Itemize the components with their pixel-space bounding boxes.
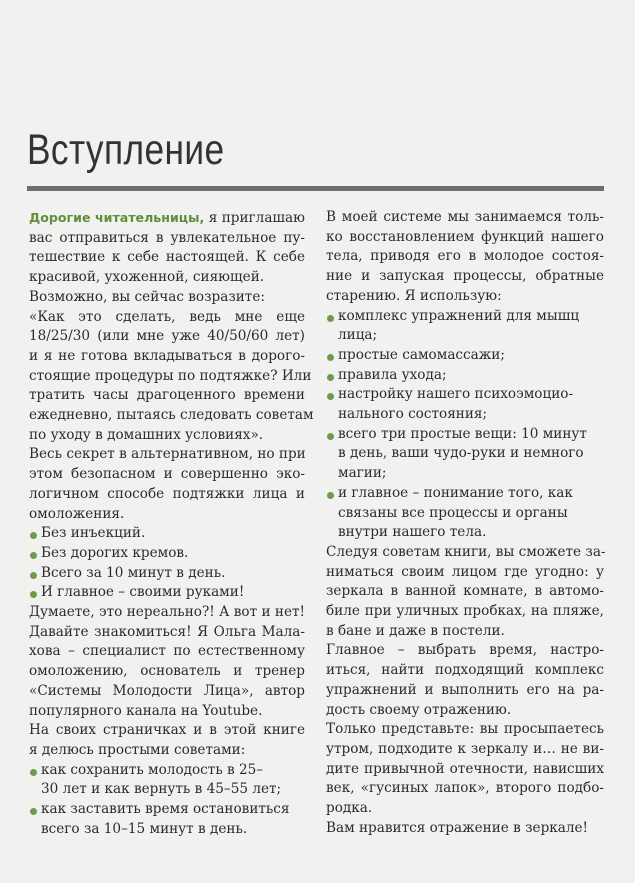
text-line: тешествие к себе настоящей. К себе	[29, 249, 305, 266]
paragraph	[326, 543, 604, 642]
bullet-line	[29, 800, 305, 820]
line-text: Без инъекций.	[41, 525, 146, 542]
bullet-line	[326, 366, 604, 386]
text-line: Главное – выбрать время, настро-	[326, 642, 604, 659]
text-line: в бане и даже в постели.	[326, 622, 505, 639]
text-line: Возможно, вы сейчас возразите:	[29, 288, 265, 305]
text-line: зеркала в ванной комнате, в автомо-	[326, 583, 604, 600]
bullet-line	[29, 583, 305, 603]
bullet-line	[326, 326, 604, 346]
bullet-dot-icon	[30, 591, 37, 598]
text-line: «Системы Молодости Лица», автор	[29, 682, 305, 699]
text-line: ниматься своим лицом где угодно: у	[326, 563, 604, 580]
text-line: Думаете, это нереально?! А вот и нет!	[29, 604, 305, 621]
paragraph	[29, 721, 305, 760]
line-text: нального состояния;	[338, 406, 488, 423]
text-line: популярного канала на Youtube.	[29, 702, 263, 719]
text-line: 18/25/30 (или мне уже 40/50/60 лет)	[29, 328, 305, 345]
bullet-item	[29, 761, 305, 800]
line-text: и главное – понимание того, как	[338, 484, 573, 501]
bullet-dot-icon	[327, 315, 334, 322]
bullet-line	[326, 405, 604, 425]
line-text: 30 лет и как вернуть в 45–55 лет;	[41, 781, 282, 798]
bullet-line	[326, 385, 604, 405]
text-line: логичном способе подтяжки лица и	[29, 485, 305, 502]
bullet-dot-icon	[327, 393, 334, 400]
text-line: Давайте знакомиться! Я Ольга Мала-	[29, 623, 305, 640]
bullet-dot-icon	[30, 572, 37, 579]
line-text: всего за 10–15 минут в день.	[41, 820, 248, 837]
title-divider	[27, 186, 604, 191]
text-line: утром, подходите к зеркалу и… не ви-	[326, 740, 604, 757]
bullet-line	[29, 780, 305, 800]
paragraph	[326, 720, 604, 819]
line-text: Без дорогих кремов.	[41, 544, 189, 561]
bullet-item	[29, 564, 305, 584]
line-text: настройку нашего психоэмоцио-	[338, 386, 574, 403]
bullet-line	[326, 464, 604, 484]
text-line: тратить часы драгоценного времени	[29, 387, 305, 404]
text-line: биле при уличных пробках, на пляже,	[326, 603, 604, 620]
text-line: и я не готова вкладываться в дорого-	[29, 347, 305, 364]
line-text: как заставить время остановиться	[41, 801, 290, 818]
bullet-line	[29, 544, 305, 564]
bullet-item	[29, 583, 305, 603]
bullet-dot-icon	[327, 374, 334, 381]
line-text: всего три простые вещи: 10 минут	[338, 425, 587, 442]
line-text: как сохранить молодость в 25–	[41, 761, 264, 778]
paragraph	[29, 288, 305, 308]
text-line: упражнений и выполнить его на ра-	[326, 681, 604, 698]
bullet-item	[326, 484, 604, 543]
lead-highlight: Дорогие читательницы,	[29, 210, 205, 225]
line-text: связаны все процессы и органы	[338, 504, 568, 521]
text-line: старению. Я использую:	[326, 287, 502, 304]
bullet-dot-icon	[327, 492, 334, 499]
right-column	[326, 208, 604, 839]
line-text: Всего за 10 минут в день.	[41, 564, 226, 581]
text-line: В моей системе мы занимаемся толь-	[326, 209, 604, 225]
line-text: лица;	[338, 327, 378, 344]
bullet-item	[326, 385, 604, 424]
line-text: И главное – своими руками!	[41, 584, 245, 601]
line-text: магии;	[338, 465, 387, 482]
text-line: тела, приводя его в молодое состоя-	[326, 248, 604, 265]
text-line: омоложения.	[29, 505, 125, 522]
bullet-line	[29, 761, 305, 781]
bullet-item	[29, 544, 305, 564]
bullet-dot-icon	[30, 552, 37, 559]
line-text: правила ухода;	[338, 366, 447, 383]
bullet-dot-icon	[327, 433, 334, 440]
text-line: На своих страничках и в этой книге	[29, 722, 305, 739]
bullet-line	[326, 425, 604, 445]
bullet-item	[326, 366, 604, 386]
line-text: комплекс упражнений для мышц	[338, 307, 580, 324]
bullet-line	[326, 484, 604, 504]
paragraph	[29, 208, 305, 288]
bullet-dot-icon	[30, 808, 37, 815]
text-line: ежедневно, пытаясь следовать советам	[29, 407, 314, 424]
text-line: «Как это сделать, ведь мне еще	[29, 308, 305, 325]
text-line: Вам нравится отражение в зеркале!	[326, 819, 589, 836]
paragraph	[29, 308, 314, 446]
bullet-line	[326, 346, 604, 366]
text-line: по уходу в домашних условиях».	[29, 426, 264, 443]
text-line: этом безопасном и совершенно эко-	[29, 466, 305, 483]
bullet-item	[29, 524, 305, 544]
bullet-line	[326, 523, 604, 543]
text-line: ко восстановлением функций нашего	[326, 228, 604, 245]
text-line: омоложению, основатель и тренер	[29, 663, 305, 680]
paragraph	[29, 603, 305, 721]
bullet-line	[29, 524, 305, 544]
bullet-line	[326, 444, 604, 464]
text-line: хова – специалист по естественному	[29, 643, 305, 660]
line-text: простые самомассажи;	[338, 346, 505, 363]
text-line	[29, 208, 305, 229]
bullet-line	[326, 504, 604, 524]
line-text: внутри нашего тела.	[338, 524, 487, 541]
text-line: стоящие процедуры по подтяжке? Или	[29, 367, 312, 384]
text-line: Следуя советам книги, вы сможете за-	[326, 543, 606, 560]
text-line: вас отправиться в увлекательное пу-	[29, 229, 305, 246]
text-line: красивой, ухоженной, сияющей.	[29, 269, 265, 286]
bullet-dot-icon	[327, 354, 334, 361]
bullet-item	[326, 425, 604, 484]
left-column	[29, 208, 314, 840]
paragraph	[326, 641, 604, 720]
bullet-line	[29, 820, 305, 840]
paragraph	[326, 208, 604, 307]
bullet-line	[29, 564, 305, 584]
text-line: Только представьте: вы просыпаетесь	[326, 721, 604, 738]
chapter-title: Вступление	[27, 126, 225, 174]
text-line: дость своему отражению.	[326, 701, 512, 718]
bullet-item	[326, 307, 604, 346]
text-line: я делюсь простыми советами:	[29, 741, 246, 758]
bullet-line	[326, 307, 604, 327]
line-text: в день, ваши чудо-руки и немного	[338, 445, 584, 462]
paragraph	[326, 819, 604, 839]
paragraph	[29, 445, 305, 524]
text-line: родка.	[326, 800, 373, 817]
bullet-item	[326, 346, 604, 366]
text-line: Весь секрет в альтернативном, но при	[29, 446, 306, 463]
text-line: век, «гусиных лапок», второго подбо-	[326, 780, 604, 797]
text-line: ние и запуская процессы, обратные	[326, 268, 604, 285]
text-line: дите привычной отечности, нависших	[326, 760, 604, 777]
line-text: я приглашаю	[204, 210, 306, 226]
bullet-item	[29, 800, 305, 839]
text-line: иться, найти подходящий комплекс	[326, 662, 604, 679]
bullet-dot-icon	[30, 769, 37, 776]
bullet-dot-icon	[30, 532, 37, 539]
